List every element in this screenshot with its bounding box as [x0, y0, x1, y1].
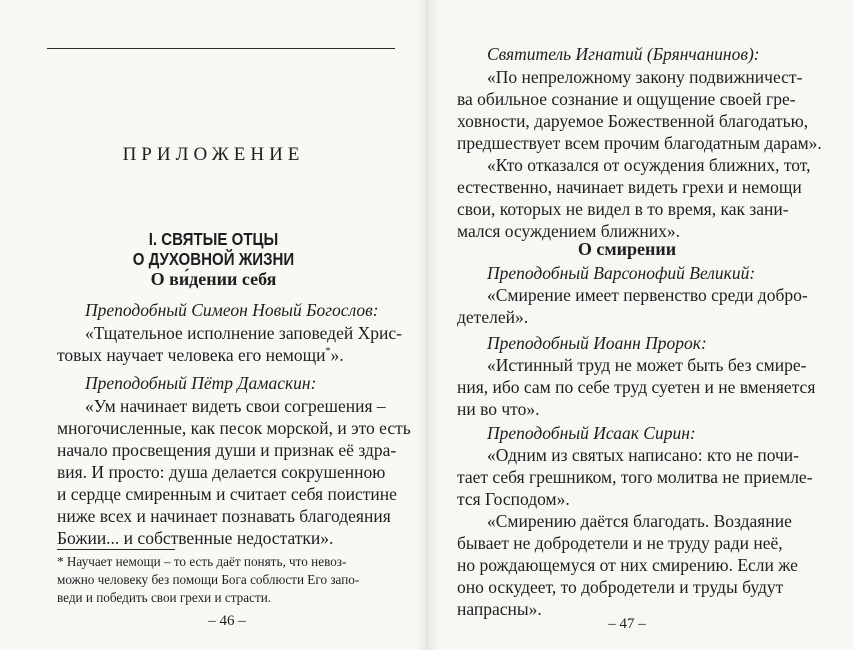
header-rule [47, 48, 395, 49]
footnote-rule [57, 549, 175, 550]
quote-line: мался осуждением ближних». [457, 221, 681, 241]
quote-line: ни во что». [457, 399, 540, 419]
quote-line: напрасны». [457, 599, 542, 619]
footnote-line: можно человеку без помощи Бога соблюсти Его запо- [57, 572, 360, 587]
quote-line: естественно, начинает видеть грехи и немощи [457, 177, 802, 197]
section-title-line2: О ДУХОВНОЙ ЖИЗНИ [132, 249, 295, 269]
subheading-humility: О смирении [577, 239, 677, 259]
quote-line: детелей». [457, 307, 529, 327]
author-ignatius: Святитель Игнатий (Брянчанинов): [487, 44, 760, 64]
appendix-title: ПРИЛОЖЕНИЕ [122, 144, 305, 165]
quote-line: начало просвещения души и признак её здра- [57, 440, 397, 460]
quote-line: «По непреложному закону подвижничест- [487, 67, 803, 87]
quote-line: но рождающемуся от них смирению. Если же [457, 555, 798, 575]
quote-line: вия. И просто: душа делается сокрушенною [57, 462, 386, 482]
quote-line: «Смирение имеет первенство среди добро- [487, 285, 808, 305]
quote-line: «Смирению даётся благодать. Воздаяние [487, 511, 792, 531]
quote-line: «Тщательное исполнение заповедей Хрис- [85, 323, 402, 343]
quote-line: «Одним из святых написано: кто не почи- [487, 445, 799, 465]
footnote-marker: * [325, 346, 331, 358]
right-page [427, 0, 854, 650]
quote-text: товых научает человека его немощи*». [57, 345, 344, 365]
quote-line: предшествует всем прочим благодатным дарам». [457, 133, 822, 153]
quote-line: многочисленные, как песок морской, и это есть [57, 418, 411, 438]
quote-line: и сердце смиренным и считает себя поистине [57, 484, 397, 504]
quote-line: Божии... и собственные недостатки». [57, 528, 334, 548]
quote-line: ховности, даруемое Божественной благодатью, [457, 111, 809, 131]
subheading-seeing-self: О ви́дении себя [150, 269, 277, 289]
quote-line: ва обильное сознание и ощущение своей гре- [457, 89, 796, 109]
author-peter: Преподобный Пётр Дамаскин: [85, 373, 317, 393]
section-title-line1: I. СВЯТЫЕ ОТЦЫ [148, 229, 279, 249]
quote-line: бывает не добродетели и не труду ради неё, [457, 533, 783, 553]
author-isaac-syrian: Преподобный Исаак Сирин: [487, 423, 696, 443]
page-number-right: – 47 – [608, 616, 646, 632]
quote-line: тся Господом». [457, 489, 570, 509]
footnote-line: веди и победить свои грехи и страсти. [57, 590, 272, 605]
page-number-left: – 46 – [208, 613, 246, 629]
quote-line: «Ум начинает видеть свои согрешения – [85, 396, 386, 416]
quote-line: «Истинный труд не может быть без смире- [487, 355, 807, 375]
quote-line: тает себя грешником, того молитва не приемле- [457, 467, 813, 487]
author-simeon: Преподобный Симеон Новый Богослов: [85, 300, 379, 320]
quote-line [57, 345, 344, 366]
quote-line: оно оскудеет, то добродетели и труды будут [457, 577, 784, 597]
quote-line: ния, ибо сам по себе труд суетен и не вменяется [457, 377, 816, 397]
author-barsanuphius: Преподобный Варсонофий Великий: [487, 263, 756, 283]
book-gutter [415, 0, 439, 650]
quote-line: «Кто отказался от осуждения ближних, тот, [487, 155, 811, 175]
quote-line: ниже всех и начинает познавать благодеяния [57, 506, 391, 526]
author-john-prophet: Преподобный Иоанн Пророк: [487, 333, 707, 353]
quote-line: свои, которых не видел в то время, как зани- [457, 199, 789, 219]
footnote-line: * Научает немощи – то есть даёт понять, что невоз- [57, 554, 347, 569]
